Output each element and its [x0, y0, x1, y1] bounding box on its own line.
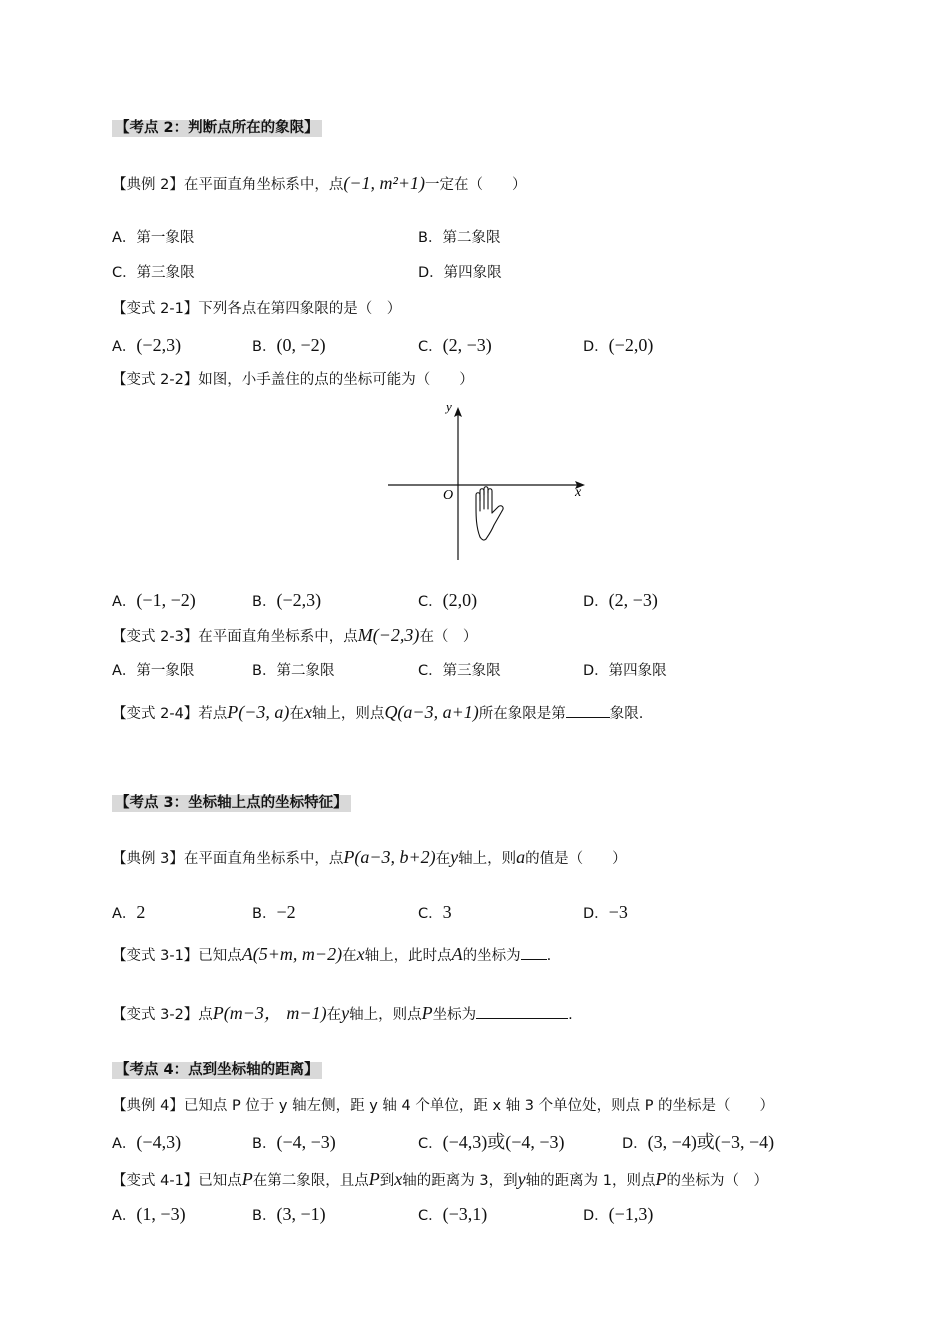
variant-2-1-option-c[interactable]: C．(2, −3)	[418, 335, 492, 355]
example-2-option-b[interactable]: B．第二象限	[418, 230, 501, 246]
option-value: (−3,1)	[442, 1204, 488, 1224]
variant-3-2-stem: 【变式 3-2】点P(m−3， m−1)在y轴上，则点P坐标为 .	[112, 1003, 573, 1023]
hand-icon	[476, 487, 503, 540]
option-value: −3	[608, 902, 628, 922]
option-value: 2	[136, 902, 146, 922]
option-value: (−2,3)	[136, 335, 182, 355]
option-value: (−4,3)或(−4, −3)	[442, 1132, 565, 1152]
example-2-option-c[interactable]: C．第三象限	[112, 265, 195, 281]
option-value: (1, −3)	[136, 1204, 186, 1224]
option-value: (0, −2)	[276, 335, 326, 355]
variant-2-2-option-d[interactable]: D．(2, −3)	[583, 590, 658, 610]
example-2-option-a[interactable]: A．第一象限	[112, 230, 195, 246]
answer-blank[interactable]	[521, 947, 547, 960]
origin-label: O	[443, 488, 454, 503]
variant-2-3-option-a[interactable]: A．第一象限	[112, 663, 195, 679]
option-value: (−4,3)	[136, 1132, 182, 1152]
option-value: 3	[442, 902, 452, 922]
x-axis-label: x	[575, 485, 582, 500]
option-value: (2,0)	[442, 590, 478, 610]
variant-3-1-stem: 【变式 3-1】已知点A(5+m, m−2)在x轴上，此时点A的坐标为 .	[112, 944, 552, 964]
variant-2-4-stem: 【变式 2-4】若点P(−3, a)在x轴上，则点Q(a−3, a+1)所在象限是第 象限.	[112, 702, 644, 722]
section-header-k3: 【考点 3：坐标轴上点的坐标特征】	[112, 795, 351, 812]
y-axis-label: y	[446, 399, 452, 414]
example-4-stem: 【典例 4】已知点 P 位于 y 轴左侧，距 y 轴 4 个单位，距 x 轴 3 个单位处，则点 P 的坐标是（ ）	[112, 1098, 775, 1114]
example-3-option-c[interactable]: C．3	[418, 902, 452, 922]
variant-2-2-option-c[interactable]: C．(2,0)	[418, 590, 478, 610]
variant-2-2-option-a[interactable]: A．(−1, −2)	[112, 590, 196, 610]
example-2-post: 一定在（ ）	[425, 177, 527, 193]
answer-blank[interactable]	[476, 1006, 568, 1019]
variant-2-2-option-b[interactable]: B．(−2,3)	[252, 590, 322, 610]
variant-2-2-stem: 【变式 2-2】如图，小手盖住的点的坐标可能为（ ）	[112, 372, 474, 388]
example-3-option-a[interactable]: A．2	[112, 902, 146, 922]
variant-2-1-option-d[interactable]: D．(−2,0)	[583, 335, 654, 355]
option-value: (−1,3)	[608, 1204, 654, 1224]
variant-2-1-option-a[interactable]: A．(−2,3)	[112, 335, 182, 355]
variant-2-3-option-c[interactable]: C．第三象限	[418, 663, 501, 679]
option-value: (2, −3)	[442, 335, 492, 355]
variant-2-1-option-b[interactable]: B．(0, −2)	[252, 335, 326, 355]
variant-2-3-stem: 【变式 2-3】在平面直角坐标系中，点M(−2,3)在（ ）	[112, 625, 478, 645]
option-value: (3, −4)或(−3, −4)	[647, 1132, 775, 1152]
option-value: (−1, −2)	[136, 590, 196, 610]
variant-4-1-option-c[interactable]: C．(−3,1)	[418, 1204, 488, 1224]
section-header-k4: 【考点 4：点到坐标轴的距离】	[112, 1062, 322, 1079]
variant-4-1-option-b[interactable]: B．(3, −1)	[252, 1204, 326, 1224]
example-3-option-d[interactable]: D．−3	[583, 902, 628, 922]
example-3-option-b[interactable]: B．−2	[252, 902, 296, 922]
variant-4-1-stem: 【变式 4-1】已知点P在第二象限，且点P到x轴的距离为 3，到y轴的距离为 1，则点P的坐标为（ ）	[112, 1169, 768, 1189]
example-4-option-d[interactable]: D．(3, −4)或(−3, −4)	[622, 1132, 775, 1152]
variant-2-3-option-b[interactable]: B．第二象限	[252, 663, 335, 679]
variant-2-3-math: M(−2,3)	[357, 625, 420, 645]
variant-4-1-option-a[interactable]: A．(1, −3)	[112, 1204, 186, 1224]
option-value: (−2,3)	[276, 590, 322, 610]
example-4-option-a[interactable]: A．(−4,3)	[112, 1132, 182, 1152]
variant-2-1-stem: 【变式 2-1】下列各点在第四象限的是（ ）	[112, 301, 402, 317]
coordinate-figure	[380, 395, 595, 565]
variant-4-1-option-d[interactable]: D．(−1,3)	[583, 1204, 654, 1224]
option-value: (−2,0)	[608, 335, 654, 355]
example-3-stem: 【典例 3】在平面直角坐标系中，点P(a−3, b+2)在y轴上，则a的值是（ ）	[112, 847, 627, 867]
answer-blank[interactable]	[566, 705, 610, 718]
option-value: (2, −3)	[608, 590, 658, 610]
section-header-k2: 【考点 2：判断点所在的象限】	[112, 120, 322, 137]
option-value: (−4, −3)	[276, 1132, 336, 1152]
example-2-math: (−1, m²+1)	[343, 173, 426, 193]
example-2-option-d[interactable]: D．第四象限	[418, 265, 502, 281]
variant-2-3-option-d[interactable]: D．第四象限	[583, 663, 667, 679]
example-2-pre: 【典例 2】在平面直角坐标系中，点	[112, 177, 344, 193]
example-4-option-c[interactable]: C．(−4,3)或(−4, −3)	[418, 1132, 565, 1152]
option-value: −2	[276, 902, 296, 922]
option-value: (3, −1)	[276, 1204, 326, 1224]
example-2-stem	[112, 174, 527, 193]
example-4-option-b[interactable]: B．(−4, −3)	[252, 1132, 336, 1152]
